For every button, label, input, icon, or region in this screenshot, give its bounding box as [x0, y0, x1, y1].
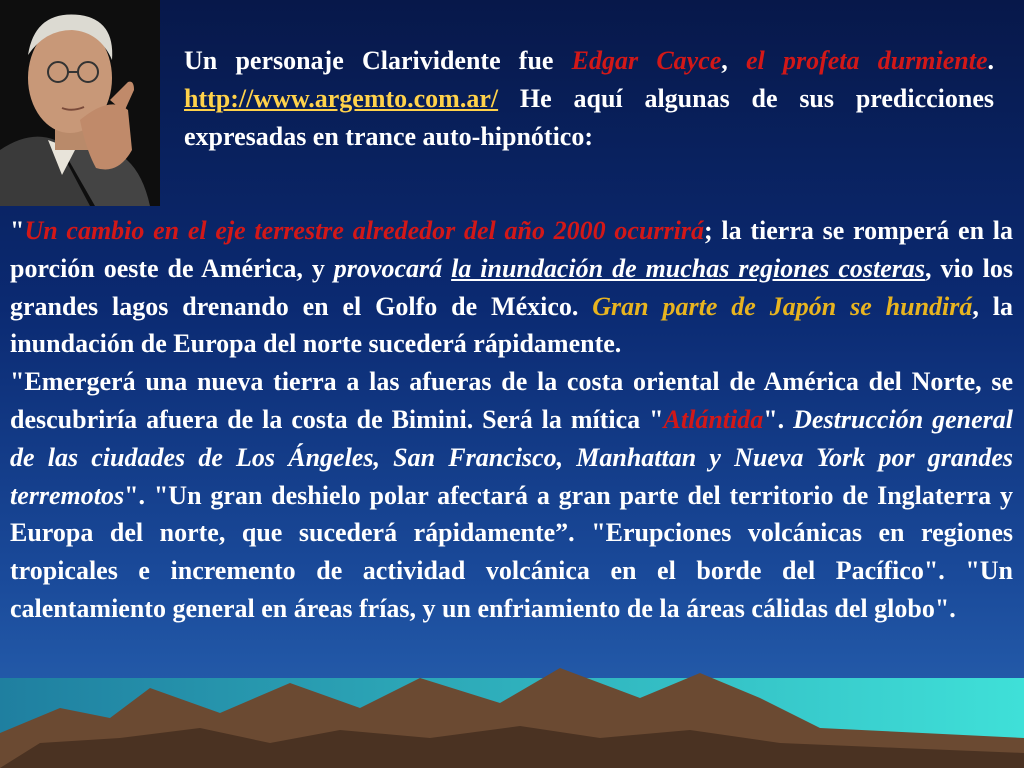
- prediction-paragraph-2: [10, 363, 1013, 628]
- intro-text-3: .: [987, 46, 994, 75]
- intro-text-4: He aquí algunas de sus predicciones expresadas en trance auto-hipnótico:: [184, 84, 994, 151]
- prediction1-italic: provocará: [333, 253, 443, 283]
- intro-text-1: Un personaje Clarividente fue: [184, 46, 572, 75]
- atlantis-name: Atlántida: [663, 404, 764, 434]
- prediction2-text-1: "Emergerá una nueva tierra a las afueras de la costa oriental de América del Norte, se descubriría afuera de la costa de Bimini. Será la mítica ": [10, 367, 1013, 434]
- prediction-coastal-flooding: la inundación de muchas regiones costeras: [451, 253, 925, 283]
- intro-paragraph: [184, 42, 994, 156]
- prediction2-text-3: ". "Un gran deshielo polar afectará a gran parte del territorio de Inglaterra y Europa del norte, que sucederá rápidamente”. "Erupciones volcánicas en regiones tropicales e incremento de actividad volcánica en el borde del Pacífico". "Un calentamiento general en áreas frías, y un enfriamiento de la áreas cálidas del globo".: [10, 480, 1013, 623]
- predictions-text: [10, 212, 1013, 628]
- prediction-paragraph-1: [10, 212, 1013, 363]
- source-link[interactable]: http://www.argemto.com.ar/: [184, 84, 499, 113]
- prediction1-text-4: , la inundación de Europa del norte sucederá rápidamente.: [10, 291, 1013, 359]
- quote-open: ": [10, 216, 25, 245]
- person-epithet: el profeta durmiente: [746, 46, 988, 75]
- prediction1-text-3: , vio los grandes lagos drenando en el Golfo de México.: [10, 253, 1013, 321]
- prediction-earth-axis: Un cambio en el eje terrestre alrededor del año 2000 ocurrirá: [24, 216, 705, 245]
- intro-text-2: ,: [721, 46, 746, 75]
- prediction-earthquakes: Destrucción general de las ciudades de Los Ángeles, San Francisco, Manhattan y Nueva York por grandes terremotos: [10, 404, 1013, 510]
- mountains-decoration: [0, 638, 1024, 768]
- prediction2-text-2: ".: [763, 404, 794, 434]
- portrait-photo: [0, 0, 160, 206]
- person-name: Edgar Cayce: [571, 46, 722, 75]
- prediction1-space: [442, 254, 451, 283]
- prediction-japan: Gran parte de Japón se hundirá: [592, 291, 973, 321]
- prediction1-text-1: ; la tierra se romperá en la porción oeste de América, y: [10, 216, 1013, 283]
